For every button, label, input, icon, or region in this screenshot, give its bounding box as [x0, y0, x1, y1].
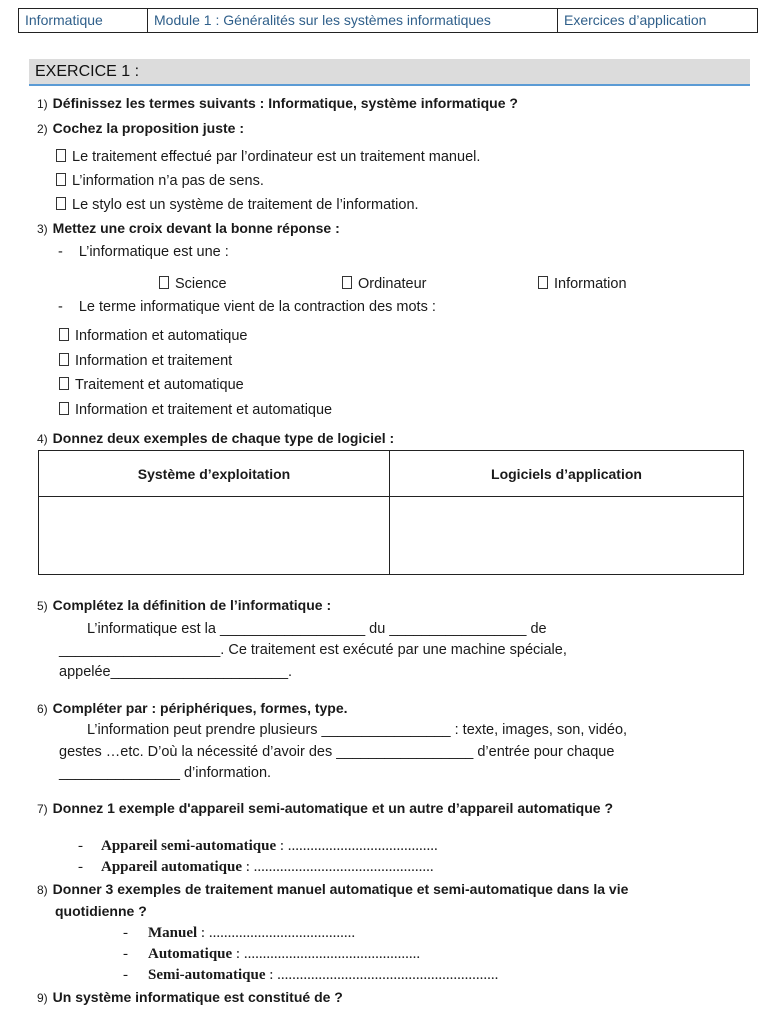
checkbox-icon[interactable] [59, 402, 69, 415]
answer-label: Automatique [148, 946, 233, 962]
fill-line: ____________________. Ce traitement est exécuté par une machine spéciale, [59, 642, 567, 658]
exercise-title: EXERCICE 1 : [35, 63, 140, 80]
checkbox-icon[interactable] [56, 149, 66, 162]
question-text: Donnez deux exemples de chaque type de logiciel : [52, 430, 395, 446]
table-header-os: Système d’exploitation [39, 451, 390, 497]
sub-question-text: L’informatique est une : [78, 244, 229, 260]
question-1 [37, 95, 518, 111]
answer-label: Appareil semi-automatique [101, 838, 277, 854]
checkbox-option[interactable] [56, 173, 264, 189]
fill-line: gestes …etc. D’où la nécessité d’avoir des _________________ d’entrée pour chaque [59, 744, 615, 760]
answer-dots: : ....................................... [197, 925, 356, 941]
software-table [38, 450, 744, 575]
checkbox-option[interactable] [59, 377, 244, 393]
exercise-title-bar [29, 59, 750, 86]
dash-bullet: - [123, 967, 128, 983]
question-number: 5) [37, 599, 48, 613]
checkbox-option[interactable] [538, 276, 627, 292]
checkbox-icon[interactable] [342, 276, 352, 289]
answer-dots: : ................................................ [241, 859, 434, 875]
question-9 [37, 989, 343, 1005]
answer-line [123, 925, 355, 942]
checkbox-option[interactable] [59, 353, 232, 369]
checkbox-icon[interactable] [59, 328, 69, 341]
fill-line: L’information peut prendre plusieurs ________________ : texte, images, son, vidéo, [87, 722, 628, 738]
answer-line [123, 946, 420, 963]
dash-bullet: - [78, 859, 83, 875]
checkbox-icon[interactable] [59, 353, 69, 366]
sub-question-text: Le terme informatique vient de la contraction des mots : [78, 299, 436, 315]
answer-line [78, 859, 434, 876]
checkbox-option[interactable] [56, 197, 419, 213]
question-number: 7) [37, 802, 48, 816]
fill-line: _______________ d’information. [59, 765, 272, 781]
answer-dots: : ........................................ [276, 838, 438, 854]
option-label: Information et traitement et automatique [75, 402, 333, 418]
sub-question-1 [58, 244, 229, 260]
question-text: Donner 3 exemples de traitement manuel automatique et semi-automatique dans la vie [52, 881, 629, 897]
question-8-cont [55, 903, 147, 919]
answer-line [78, 838, 438, 855]
header-subject: Informatique [19, 9, 148, 32]
question-3 [37, 220, 340, 236]
option-label: Le stylo est un système de traitement de l’information. [72, 197, 419, 213]
dash-bullet: - [58, 299, 63, 315]
answer-label: Appareil automatique [101, 859, 242, 875]
question-number: 6) [37, 702, 48, 716]
checkbox-icon[interactable] [159, 276, 169, 289]
option-label: Information [554, 276, 627, 292]
dash-bullet: - [78, 838, 83, 854]
question-text: Cochez la proposition juste : [52, 120, 245, 136]
question-text: Compléter par : périphériques, formes, type. [52, 700, 348, 716]
checkbox-icon[interactable] [538, 276, 548, 289]
question-number: 8) [37, 883, 48, 897]
question-6 [37, 700, 348, 716]
answer-cell-os[interactable] [39, 497, 390, 575]
checkbox-option[interactable] [342, 276, 427, 292]
question-4 [37, 430, 394, 446]
answer-line [123, 967, 498, 984]
checkbox-option[interactable] [59, 328, 248, 344]
question-text: Un système informatique est constitué de ? [52, 989, 343, 1005]
answer-cell-apps[interactable] [390, 497, 744, 575]
dash-bullet: - [123, 946, 128, 962]
answer-dots: : ........................................................... [265, 967, 499, 983]
fill-line: L’informatique est la __________________ du _________________ de [87, 621, 547, 637]
header-module: Module 1 : Généralités sur les systèmes informatiques [148, 9, 558, 32]
question-text: Complétez la définition de l’informatique : [52, 597, 332, 613]
option-label: L’information n’a pas de sens. [72, 173, 264, 189]
page-header [18, 8, 758, 33]
question-text: quotidienne ? [55, 903, 147, 919]
question-2 [37, 120, 244, 136]
checkbox-option[interactable] [159, 276, 227, 292]
question-8 [37, 881, 628, 897]
header-section: Exercices d’application [564, 12, 707, 28]
checkbox-option[interactable] [59, 402, 332, 418]
option-label: Information et traitement [75, 353, 233, 369]
question-7 [37, 800, 613, 816]
answer-label: Manuel [148, 925, 198, 941]
question-text: Définissez les termes suivants : Informatique, système informatique ? [52, 95, 518, 111]
dash-bullet: - [58, 244, 63, 260]
question-number: 9) [37, 991, 48, 1005]
option-label: Ordinateur [358, 276, 427, 292]
question-number: 4) [37, 432, 48, 446]
fill-line: appelée______________________. [59, 664, 293, 680]
checkbox-icon[interactable] [59, 377, 69, 390]
answer-dots: : ............................................... [232, 946, 421, 962]
table-header-apps: Logiciels d’application [390, 451, 744, 497]
sub-question-2 [58, 299, 436, 315]
option-label: Traitement et automatique [75, 377, 244, 393]
question-text: Donnez 1 exemple d'appareil semi-automatique et un autre d’appareil automatique ? [52, 800, 614, 816]
checkbox-icon[interactable] [56, 197, 66, 210]
question-text: Mettez une croix devant la bonne réponse : [52, 220, 340, 236]
question-number: 2) [37, 122, 48, 136]
dash-bullet: - [123, 925, 128, 941]
option-label: Information et automatique [75, 328, 248, 344]
question-5 [37, 597, 331, 613]
question-number: 1) [37, 97, 48, 111]
question-number: 3) [37, 222, 48, 236]
option-label: Le traitement effectué par l’ordinateur est un traitement manuel. [72, 149, 481, 165]
checkbox-option[interactable] [56, 149, 480, 165]
option-label: Science [175, 276, 227, 292]
checkbox-icon[interactable] [56, 173, 66, 186]
answer-label: Semi-automatique [148, 967, 266, 983]
